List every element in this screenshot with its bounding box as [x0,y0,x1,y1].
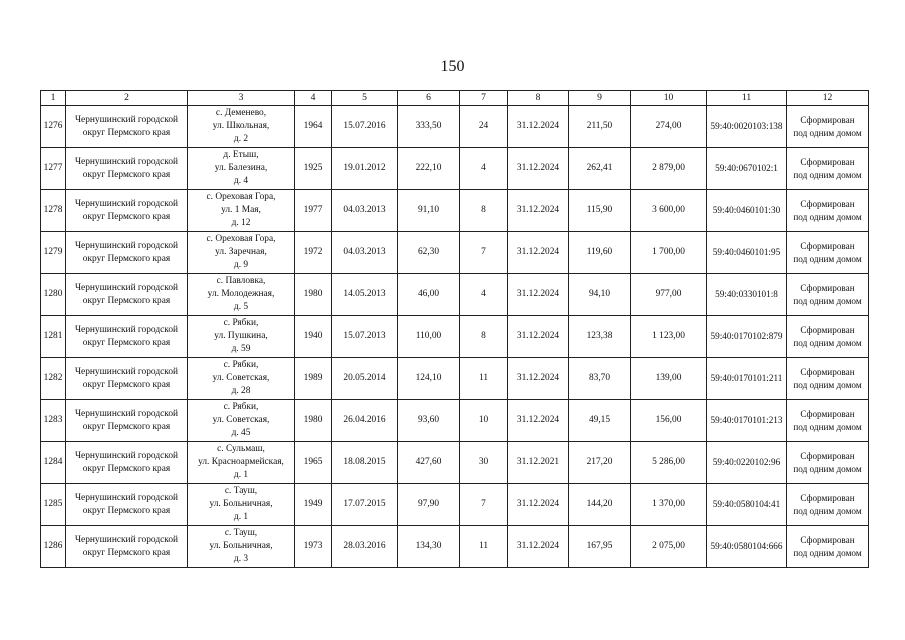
status-cell [787,442,869,484]
municipality-cell-line: округ Пермского края [82,211,171,222]
cadastral-cell: 59:40:0170101:213 [707,400,787,442]
page-number: 150 [440,58,465,75]
row-number-cell: 1280 [41,274,66,316]
municipality-cell-line: округ Пермского края [82,253,171,264]
area2-cell: 94,10 [569,274,631,316]
address-cell-line: с. Деменево, [215,108,267,119]
date-cell: 17.07.2015 [332,484,398,526]
plan-date-cell: 31.12.2024 [508,106,569,148]
address-cell [188,316,295,358]
status-cell-line: Сформирован [800,535,855,546]
plan-date-cell: 31.12.2024 [508,358,569,400]
municipality-cell [66,148,188,190]
plan-date-cell: 31.12.2024 [508,316,569,358]
municipality-cell-line: Чернушинский городской [74,282,179,293]
column-header: 5 [332,91,398,106]
area2-cell: 167,95 [569,526,631,568]
count-cell: 4 [460,148,508,190]
address-cell-line: д. 2 [233,133,249,144]
area-cell: 427,60 [398,442,460,484]
address-cell-line: ул. Больничная, [209,541,273,552]
plan-date-cell: 31.12.2021 [508,442,569,484]
address-cell-line: д. 3 [233,553,249,564]
municipality-cell-line: Чернушинский городской [74,240,179,251]
area2-cell: 83,70 [569,358,631,400]
address-cell [188,358,295,400]
date-cell: 28.03.2016 [332,526,398,568]
address-cell-line: д. 1 [233,469,249,480]
column-header: 1 [41,91,66,106]
cost-cell: 156,00 [631,400,707,442]
municipality-cell-line: Чернушинский городской [74,198,179,209]
row-number-cell: 1278 [41,190,66,232]
cadastral-cell: 59:40:0020103:138 [707,106,787,148]
count-cell: 24 [460,106,508,148]
municipality-cell [66,484,188,526]
column-header: 8 [508,91,569,106]
address-cell-line: ул. 1 Мая, [221,205,261,216]
registry-table [40,90,869,568]
municipality-cell-line: округ Пермского края [82,505,171,516]
table-row [41,358,869,400]
address-cell-line: д. 1 [233,511,249,522]
table-row [41,526,869,568]
row-number-cell: 1279 [41,232,66,274]
area-cell: 62,30 [398,232,460,274]
municipality-cell [66,232,188,274]
date-cell: 19.01.2012 [332,148,398,190]
address-cell-line: с. Павловка, [216,276,266,287]
area-cell: 124,10 [398,358,460,400]
status-cell [787,358,869,400]
date-cell: 14.05.2013 [332,274,398,316]
status-cell-line: под одним домом [793,295,862,306]
plan-date-cell: 31.12.2024 [508,232,569,274]
municipality-cell [66,274,188,316]
address-cell-line: с. Тауш, [224,486,258,497]
area-cell: 46,00 [398,274,460,316]
date-cell: 15.07.2013 [332,316,398,358]
column-header: 12 [787,91,869,106]
status-cell-line: Сформирован [800,409,855,420]
plan-date-cell: 31.12.2024 [508,526,569,568]
address-cell-line: ул. Красноармейская, [198,457,284,468]
column-header: 6 [398,91,460,106]
cadastral-cell: 59:40:0460101:95 [707,232,787,274]
status-cell-line: под одним домом [793,547,862,558]
address-cell-line: ул. Больничная, [209,499,273,510]
year-cell: 1925 [295,148,332,190]
address-cell-line: д. 59 [231,343,251,354]
status-cell-line: под одним домом [793,127,862,138]
municipality-cell-line: Чернушинский городской [74,156,179,167]
area-cell: 91,10 [398,190,460,232]
column-header: 4 [295,91,332,106]
address-cell-line: с. Сульмаш, [217,444,265,455]
status-cell-line: Сформирован [800,367,855,378]
table-row [41,148,869,190]
area-cell: 93,60 [398,400,460,442]
address-cell-line: с. Рябки, [223,402,259,413]
table-body [41,106,869,568]
area2-cell: 119,60 [569,232,631,274]
year-cell: 1980 [295,274,332,316]
address-cell-line: ул. Заречная, [215,247,267,258]
status-cell-line: под одним домом [793,253,862,264]
municipality-cell-line: Чернушинский городской [74,324,179,335]
cadastral-cell: 59:40:0170102:879 [707,316,787,358]
municipality-cell-line: Чернушинский городской [74,408,179,419]
status-cell-line: под одним домом [793,379,862,390]
status-cell [787,190,869,232]
column-header: 11 [707,91,787,106]
status-cell-line: Сформирован [800,325,855,336]
address-cell-line: ул. Пушкина, [214,331,268,342]
area2-cell: 115,90 [569,190,631,232]
count-cell: 10 [460,400,508,442]
address-cell-line: ул. Балезина, [214,163,268,174]
date-cell: 04.03.2013 [332,232,398,274]
table-row [41,232,869,274]
cost-cell: 3 600,00 [631,190,707,232]
status-cell [787,106,869,148]
address-cell [188,190,295,232]
column-header: 7 [460,91,508,106]
area-cell: 134,30 [398,526,460,568]
table-row [41,442,869,484]
municipality-cell-line: Чернушинский городской [74,366,179,377]
date-cell: 20.05.2014 [332,358,398,400]
status-cell-line: под одним домом [793,337,862,348]
header-row [41,91,869,106]
status-cell [787,316,869,358]
address-cell-line: с. Тауш, [224,528,258,539]
address-cell-line: д. 12 [231,217,251,228]
address-cell-line: ул. Советская, [212,373,270,384]
count-cell: 11 [460,358,508,400]
cost-cell: 2 879,00 [631,148,707,190]
row-number-cell: 1277 [41,148,66,190]
address-cell-line: д. 45 [231,427,251,438]
year-cell: 1977 [295,190,332,232]
municipality-cell [66,358,188,400]
year-cell: 1980 [295,400,332,442]
municipality-cell-line: округ Пермского края [82,337,171,348]
count-cell: 7 [460,484,508,526]
plan-date-cell: 31.12.2024 [508,484,569,526]
cost-cell: 274,00 [631,106,707,148]
address-cell [188,274,295,316]
table-row [41,190,869,232]
plan-date-cell: 31.12.2024 [508,400,569,442]
year-cell: 1972 [295,232,332,274]
year-cell: 1973 [295,526,332,568]
municipality-cell [66,400,188,442]
municipality-cell-line: округ Пермского края [82,421,171,432]
address-cell-line: ул. Советская, [212,415,270,426]
municipality-cell [66,106,188,148]
area2-cell: 49,15 [569,400,631,442]
area2-cell: 123,38 [569,316,631,358]
cadastral-cell: 59:40:0460101:30 [707,190,787,232]
status-cell-line: Сформирован [800,157,855,168]
municipality-cell-line: округ Пермского края [82,295,171,306]
table-row [41,106,869,148]
year-cell: 1989 [295,358,332,400]
municipality-cell-line: округ Пермского края [82,379,171,390]
cadastral-cell: 59:40:0670102:1 [707,148,787,190]
column-header: 10 [631,91,707,106]
status-cell [787,400,869,442]
address-cell [188,148,295,190]
cost-cell: 1 700,00 [631,232,707,274]
area-cell: 110,00 [398,316,460,358]
count-cell: 8 [460,190,508,232]
municipality-cell-line: округ Пермского края [82,127,171,138]
municipality-cell-line: округ Пермского края [82,547,171,558]
address-cell-line: с. Рябки, [223,318,259,329]
municipality-cell [66,526,188,568]
status-cell-line: Сформирован [800,493,855,504]
row-number-cell: 1284 [41,442,66,484]
municipality-cell-line: округ Пермского края [82,463,171,474]
municipality-cell [66,316,188,358]
date-cell: 04.03.2013 [332,190,398,232]
count-cell: 7 [460,232,508,274]
address-cell-line: д. Етыш, [223,150,259,161]
status-cell [787,232,869,274]
cadastral-cell: 59:40:0170101:211 [707,358,787,400]
date-cell: 15.07.2016 [332,106,398,148]
address-cell-line: д. 9 [233,259,249,270]
address-cell [188,106,295,148]
row-number-cell: 1281 [41,316,66,358]
row-number-cell: 1276 [41,106,66,148]
status-cell [787,526,869,568]
area-cell: 333,50 [398,106,460,148]
count-cell: 11 [460,526,508,568]
address-cell-line: д. 4 [233,175,249,186]
column-header: 2 [66,91,188,106]
cost-cell: 5 286,00 [631,442,707,484]
address-cell [188,442,295,484]
row-number-cell: 1282 [41,358,66,400]
area2-cell: 211,50 [569,106,631,148]
municipality-cell [66,190,188,232]
address-cell-line: д. 5 [233,301,249,312]
address-cell [188,232,295,274]
cost-cell: 1 370,00 [631,484,707,526]
table-row [41,274,869,316]
year-cell: 1964 [295,106,332,148]
count-cell: 8 [460,316,508,358]
table-row [41,316,869,358]
address-cell-line: с. Рябки, [223,360,259,371]
cost-cell: 1 123,00 [631,316,707,358]
column-header: 9 [569,91,631,106]
year-cell: 1940 [295,316,332,358]
column-header: 3 [188,91,295,106]
address-cell [188,526,295,568]
status-cell [787,484,869,526]
status-cell-line: Сформирован [800,451,855,462]
address-cell-line: ул. Школьная, [212,121,270,132]
area-cell: 97,90 [398,484,460,526]
row-number-cell: 1285 [41,484,66,526]
municipality-cell-line: округ Пермского края [82,169,171,180]
address-cell-line: с. Ореховая Гора, [206,234,276,245]
count-cell: 4 [460,274,508,316]
table-row [41,484,869,526]
cadastral-cell: 59:40:0580104:41 [707,484,787,526]
count-cell: 30 [460,442,508,484]
status-cell-line: под одним домом [793,211,862,222]
plan-date-cell: 31.12.2024 [508,274,569,316]
status-cell-line: Сформирован [800,115,855,126]
cadastral-cell: 59:40:0220102:96 [707,442,787,484]
municipality-cell-line: Чернушинский городской [74,450,179,461]
year-cell: 1965 [295,442,332,484]
status-cell-line: Сформирован [800,283,855,294]
area2-cell: 217,20 [569,442,631,484]
date-cell: 26.04.2016 [332,400,398,442]
address-cell [188,400,295,442]
address-cell-line: с. Ореховая Гора, [206,192,276,203]
address-cell [188,484,295,526]
municipality-cell [66,442,188,484]
address-cell-line: ул. Молодежная, [207,289,275,300]
status-cell-line: под одним домом [793,169,862,180]
status-cell-line: Сформирован [800,241,855,252]
plan-date-cell: 31.12.2024 [508,148,569,190]
status-cell [787,274,869,316]
plan-date-cell: 31.12.2024 [508,190,569,232]
cost-cell: 2 075,00 [631,526,707,568]
row-number-cell: 1283 [41,400,66,442]
status-cell-line: Сформирован [800,199,855,210]
status-cell-line: под одним домом [793,463,862,474]
area-cell: 222,10 [398,148,460,190]
area2-cell: 144,20 [569,484,631,526]
status-cell [787,148,869,190]
municipality-cell-line: Чернушинский городской [74,534,179,545]
year-cell: 1949 [295,484,332,526]
municipality-cell-line: Чернушинский городской [74,492,179,503]
cadastral-cell: 59:40:0330101:8 [707,274,787,316]
cadastral-cell: 59:40:0580104:666 [707,526,787,568]
date-cell: 18.08.2015 [332,442,398,484]
cost-cell: 977,00 [631,274,707,316]
status-cell-line: под одним домом [793,505,862,516]
municipality-cell-line: Чернушинский городской [74,114,179,125]
table-row [41,400,869,442]
address-cell-line: д. 28 [231,385,251,396]
status-cell-line: под одним домом [793,421,862,432]
cost-cell: 139,00 [631,358,707,400]
row-number-cell: 1286 [41,526,66,568]
area2-cell: 262,41 [569,148,631,190]
